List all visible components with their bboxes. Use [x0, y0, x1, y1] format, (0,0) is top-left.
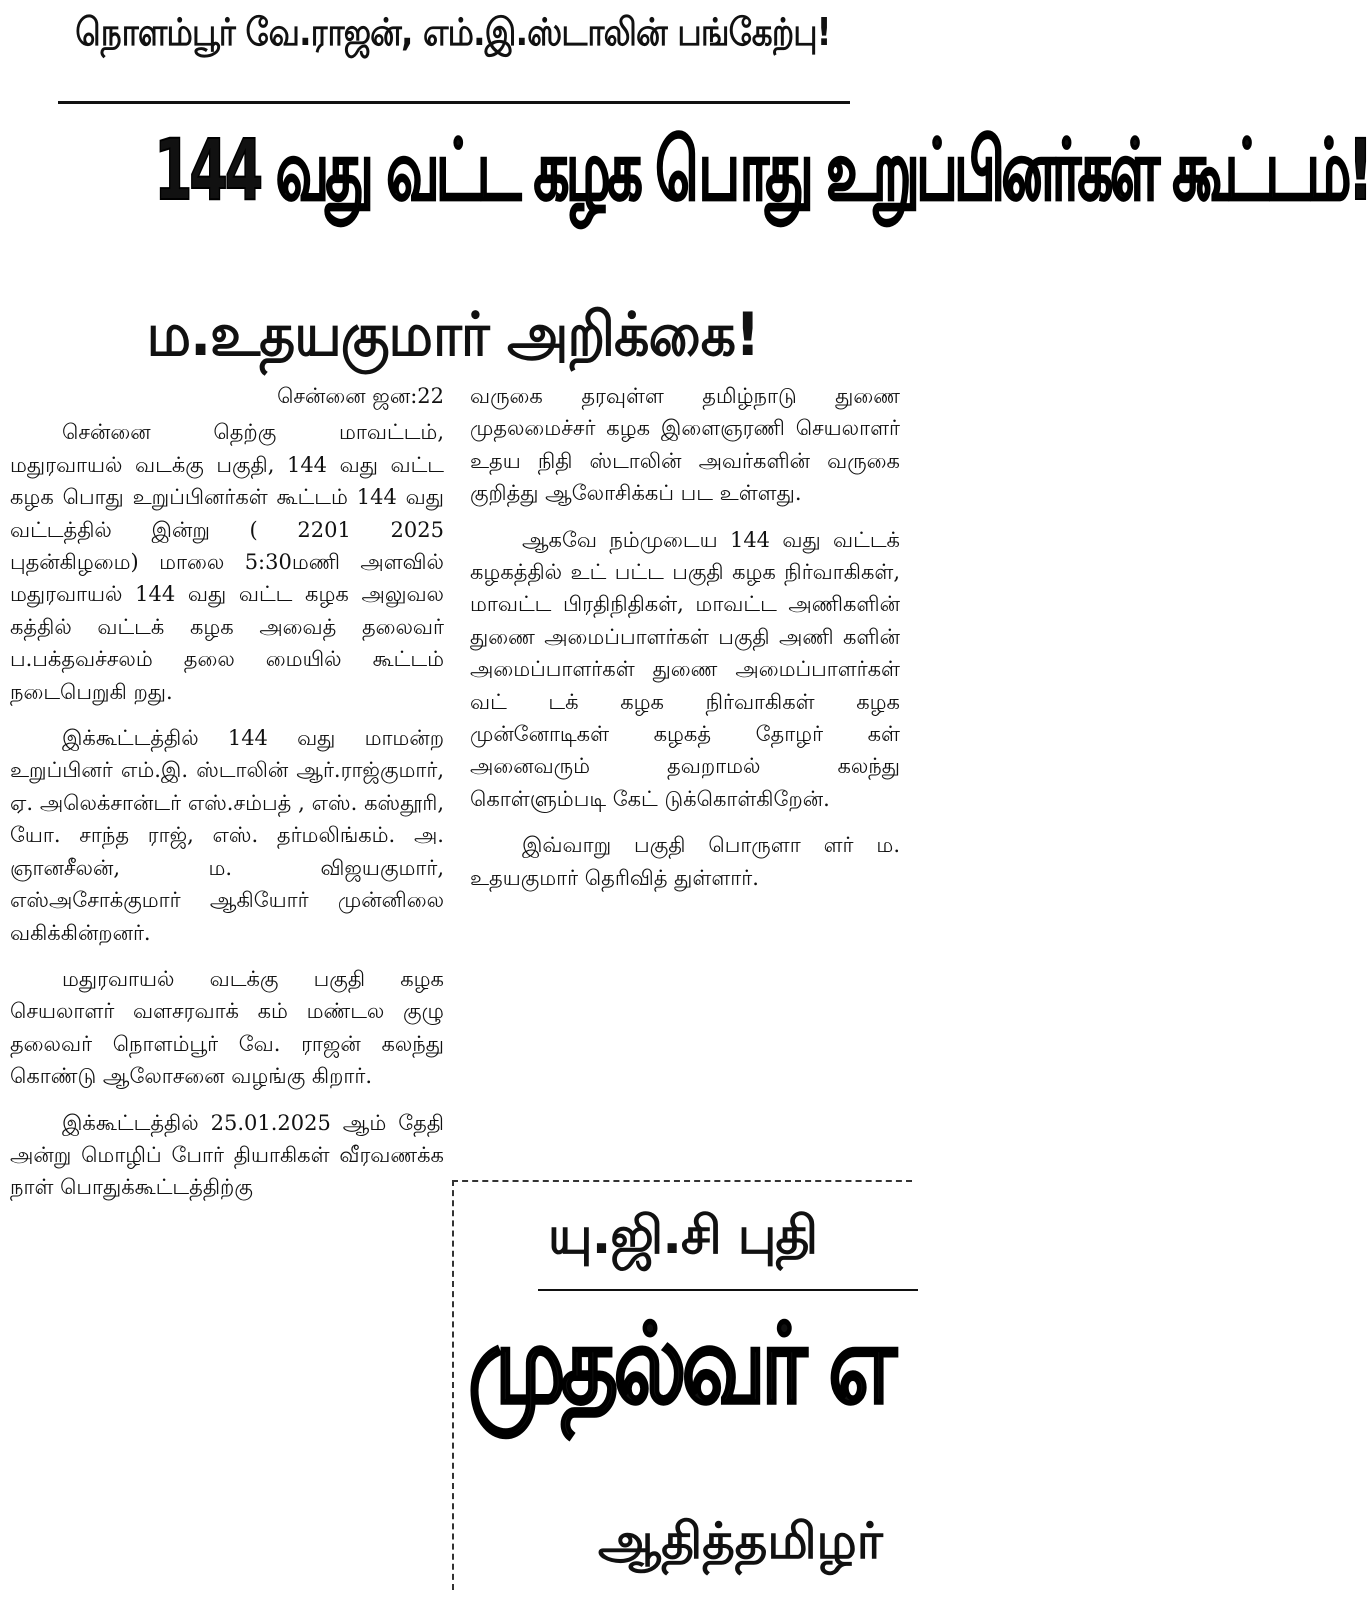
paragraph: மதுரவாயல் வடக்கு பகுதி கழக செயலாளர் வளசரவாக் கம் மண்டல குழு தலைவர் நொளம்பூர் வே. ராஜன் கலந்து கொண்டு ஆலோசனை வழங்கு கிறார்.: [10, 966, 444, 1089]
adjacent-story-box: [452, 1180, 912, 1602]
article-column-right: [470, 380, 900, 1160]
sub-headline: ம.உதயகுமார் அறிக்கை!: [146, 300, 760, 370]
paragraph-continuation: வருகை தரவுள்ள தமிழ்நாடு துணை முதலமைச்சர் கழக இளைஞரணி செயலாளர் உதய நிதி ஸ்டாலின் அவர்களின் வருகை குறித்து ஆலோசிக்கப் பட உள்ளது.: [470, 384, 900, 506]
adjacent-headline: முதல்வர் எ: [468, 1300, 892, 1428]
adjacent-subtext: ஆதித்தமிழர்: [598, 1512, 883, 1570]
adjacent-rule: [538, 1289, 918, 1291]
main-headline: 144 வது வட்ட கழக பொது உறுப்பினர்கள் கூட்டம்!: [154, 121, 1370, 219]
paragraph: சென்னை தெற்கு மாவட்டம், மதுரவாயல் வடக்கு பகுதி, 144 வது வட்ட கழக பொது உறுப்பினர்கள் கூட்டம் 144 வது வட்டத்தில் இன்று ( 2201 2025 புதன்கிழமை) மாலை 5:30மணி அளவில் மதுரவாயல் 144 வது வட்ட கழக அலுவல கத்தில் வட்டக் கழக அவைத் தலைவர் ப.பக்தவச்சலம் தலை மையில் கூட்டம் நடைபெறுகி றது.: [10, 420, 444, 704]
kicker-rule: [58, 101, 850, 104]
paragraph: இக்கூட்டத்தில் 25.01.2025 ஆம் தேதி அன்று மொழிப் போர் தியாகிகள் வீரவணக்க நாள் பொதுக்கூட்டத்திற்கு: [10, 1110, 444, 1200]
kicker-headline: நொளம்பூர் வே.ராஜன், எம்.இ.ஸ்டாலின் பங்கேற்பு!: [75, 10, 831, 54]
article-column-left: [10, 380, 444, 1588]
adjacent-kicker: யு.ஜி.சி புதி: [548, 1206, 818, 1266]
paragraph: இவ்வாறு பகுதி பொருளா ளர் ம. உதயகுமார் தெரிவித் துள்ளார்.: [470, 833, 900, 890]
dateline: சென்னை ஜன:22: [277, 384, 444, 408]
paragraph: இக்கூட்டத்தில் 144 வது மாமன்ற உறுப்பினர் எம்.இ. ஸ்டாலின் ஆர்.ராஜ்குமார், ஏ. அலெக்சான்டர் எஸ்.சம்பத் , எஸ். கஸ்தூரி, யோ. சாந்த ராஜ், எஸ். தர்மலிங்கம். அ. ஞானசீலன், ம. விஜயகுமார், எஸ்அசோக்குமார் ஆகியோர் முன்னிலை வகிக்கின்றனர்.: [10, 726, 444, 945]
paragraph: ஆகவே நம்முடைய 144 வது வட்டக் கழகத்தில் உட் பட்ட பகுதி கழக நிர்வாகிகள், மாவட்ட பிரதிநிதிகள், மாவட்ட அணிகளின் துணை அமைப்பாளர்கள் பகுதி அணி களின் அமைப்பாளர்கள் துணை அமைப்பாளர்கள் வட் டக் கழக நிர்வாகிகள் கழக முன்னோடிகள் கழகத் தோழர் கள் அனைவரும் தவறாமல் கலந்து கொள்ளும்படி கேட் டுக்கொள்கிறேன்.: [470, 527, 900, 811]
